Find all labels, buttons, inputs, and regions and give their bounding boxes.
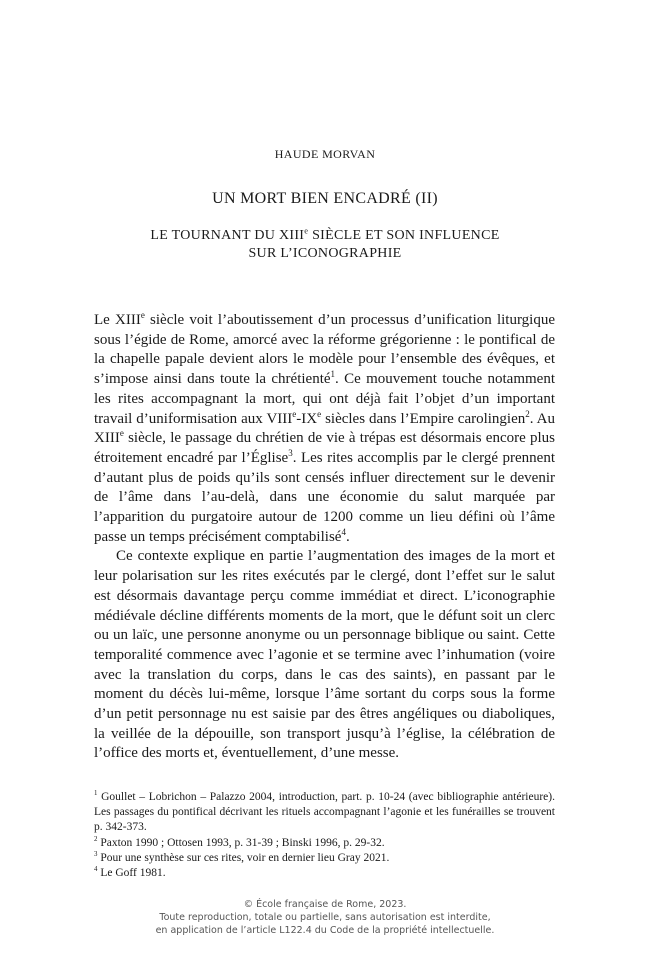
footnotes: [94, 790, 555, 881]
century-superscript: e: [317, 408, 322, 419]
footnote-4: [94, 866, 555, 881]
body-text: [94, 311, 555, 764]
text-run: siècles dans l’Empire carolingien: [321, 410, 526, 427]
paragraph-1: [94, 311, 555, 547]
footnote-number: 3: [94, 850, 98, 858]
footnote-ref-1[interactable]: 1: [330, 369, 336, 380]
subtitle-text: SIÈCLE ET SON INFLUENCE: [308, 228, 500, 243]
footnote-ref-4[interactable]: 4: [341, 526, 346, 537]
subtitle-text: LE TOURNANT DU XIII: [150, 228, 305, 243]
paragraph-2: Ce contexte explique en partie l’augmentation des images de la mort et leur polarisation sur les rites exécutés par le clergé, dont l’effet sur le salut est désormais davantage perçu comme immédiat et direct. L’iconographie médiévale décline différents moments de la mort, que le défunt soit un clerc ou un laïc, une personne anonyme ou un personnage biblique ou saint. Cette temporalité commence avec l’agonie et se termine avec l’inhumation (voire avec la translation du corps, dans le cas des saints), en passant par le moment du décès lui-même, lorsque l’âme sortant du corps sous la forme d’un petit personnage nu est saisie par des êtres angéliques ou diaboliques, la veillée de la dépouille, son transport jusqu’à l’église, la célébration de l’office des morts et, éventuellement, d’une messe.: [94, 548, 555, 762]
text-run: . Ce mouvement touche notamment les rites accompagnant la mort, qui ont déjà fait l’objet d’un important travail d’uniformisation aux VIII: [94, 371, 556, 427]
footnote-text: Le Goff 1981.: [97, 867, 166, 880]
footnote-2: [94, 836, 555, 851]
copyright-line: en application de l’article L122.4 du Code de la propriété intellectuelle.: [155, 925, 495, 936]
footnote-number: 2: [94, 835, 98, 843]
copyright-line: © École française de Rome, 2023.: [243, 899, 407, 910]
footnote-1: [94, 790, 555, 836]
copyright-line: Toute reproduction, totale ou partielle, sans autorisation est interdite,: [159, 912, 491, 923]
text-run: siècle voit l’aboutissement d’un processus d’unification liturgique sous l’égide de Rome, amorcé avec la réforme grégorienne : le pontifical de la chapelle papale devient alors le modèle pour l’ensemble des évêques, et s’impose ainsi dans toute la chrétienté: [94, 312, 556, 388]
footnote-ref-2[interactable]: 2: [525, 408, 530, 419]
footnote-number: 4: [94, 866, 98, 874]
text-run: -IX: [296, 410, 318, 427]
article-title: UN MORT BIEN ENCADRÉ (II): [212, 190, 438, 207]
text-run: . Les rites accomplis par le clergé prennent d’autant plus de poids qu’ils sont censés influer directement sur le devenir de l’âme dans l’au-delà, dans une économie du salut marquée par l’apparition du purgatoire autour de 1200 comme un lieu défini où l’âme passe un temps précisément comptabilisé: [94, 449, 555, 545]
text-run: siècle, le passage du chrétien de vie à trépas est désormais encore plus étroitement encadré par l’Église: [94, 430, 555, 466]
text-run: .: [345, 528, 350, 545]
century-superscript: e: [292, 408, 297, 419]
article-subtitle: [110, 227, 540, 263]
text-run: Le XIII: [94, 312, 141, 328]
author-name: HAUDE MORVAN: [274, 147, 376, 161]
subtitle-text: SUR L’ICONOGRAPHIE: [248, 246, 402, 261]
century-superscript: e: [140, 310, 145, 320]
footnote-3: [94, 851, 555, 866]
footnote-text: Pour une synthèse sur ces rites, voir en dernier lieu Gray 2021.: [97, 851, 390, 864]
subtitle-superscript: e: [304, 226, 309, 236]
footnote-text: Goullet – Lobrichon – Palazzo 2004, introduction, part. p. 10-24 (avec bibliographie antérieure). Les passages du pontifical décrivant les rituels accompagnant l’agonie et les funérailles se trouvent p. 342-373.: [94, 791, 555, 834]
footnote-number: 1: [94, 790, 98, 798]
copyright-notice: [0, 898, 650, 937]
text-run: . Au XIII: [94, 410, 555, 447]
footnote-text: Paxton 1990 ; Ottosen 1993, p. 31-39 ; Binski 1996, p. 29-32.: [97, 836, 385, 849]
century-superscript: e: [119, 428, 124, 439]
footnote-ref-3[interactable]: 3: [288, 447, 293, 458]
